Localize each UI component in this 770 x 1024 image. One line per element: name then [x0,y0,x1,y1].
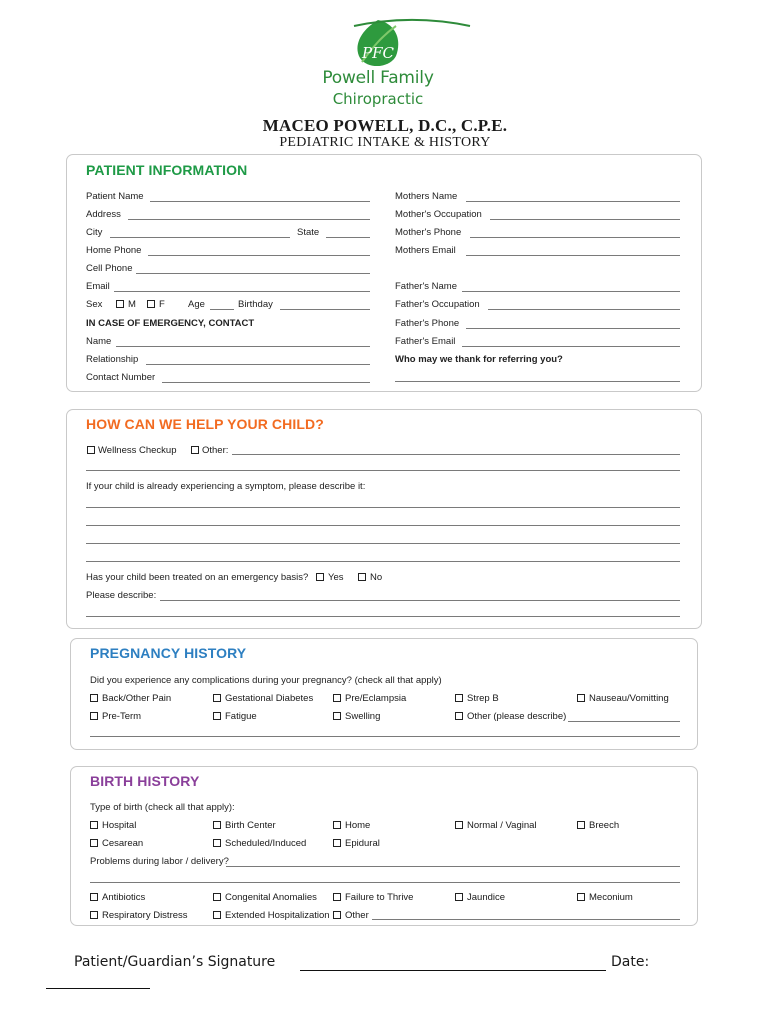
birth-type-checkbox[interactable] [455,821,463,829]
birth-problem-checkbox[interactable] [333,893,341,901]
birth-problem-label: Respiratory Distress [102,910,188,921]
help-child-section [66,409,702,629]
pregnancy-option-label: Other (please describe) [467,711,567,722]
birth-type-prompt: Type of birth (check all that apply): [90,802,235,813]
pregnancy-option-label: Strep B [467,693,499,704]
home-phone-field[interactable] [148,255,370,256]
wellness-label: Wellness Checkup [98,445,177,456]
birth-type-checkbox[interactable] [577,821,585,829]
birth-type-label: Birth Center [225,820,276,831]
logo-monogram: PFC [362,44,394,62]
pregnancy-other-field[interactable] [568,721,680,722]
birth-problem-checkbox[interactable] [213,893,221,901]
pregnancy-option-label: Pre-Term [102,711,142,722]
mothers-email-label: Mothers Email [395,245,456,256]
pregnancy-history-title: PREGNANCY HISTORY [90,645,247,661]
mothers-phone-field[interactable] [470,237,680,238]
birth-problem-label: Failure to Thrive [345,892,414,903]
other-field[interactable] [232,454,680,455]
doctor-name-title: MACEO POWELL, D.C., C.P.E. [262,116,508,135]
pregnancy-option-checkbox[interactable] [90,712,98,720]
pregnancy-option-label: Pre/Eclampsia [345,693,407,704]
relationship-field[interactable] [146,364,370,365]
birth-problem-label: Congenital Anomalies [225,892,317,903]
sex-m-checkbox[interactable] [116,300,124,308]
birth-other-field[interactable] [372,919,680,920]
signature-label: Patient/Guardian’s Signature [74,954,276,970]
birth-problem-label: Other [345,910,369,921]
labor-problems-prompt: Problems during labor / delivery? [90,856,229,867]
mothers-occupation-field[interactable] [490,219,680,220]
birth-type-label: Normal / Vaginal [467,820,537,831]
sex-f-checkbox[interactable] [147,300,155,308]
pregnancy-option-label: Fatigue [225,711,257,722]
labor-problems-field[interactable] [226,866,680,867]
birth-problem-label: Jaundice [467,892,506,903]
birth-problem-checkbox[interactable] [90,893,98,901]
email-field[interactable] [114,291,370,292]
pregnancy-question: Did you experience any complications during your pregnancy? (check all that apply) [90,675,442,686]
birth-problem-label: Meconium [589,892,633,903]
contact-number-field[interactable] [162,382,370,383]
age-label: Age [188,299,205,310]
birth-type-checkbox[interactable] [333,821,341,829]
pregnancy-option-checkbox[interactable] [90,694,98,702]
swoosh-icon [352,18,472,30]
birth-problem-checkbox[interactable] [577,893,585,901]
emergency-no-label: No [370,572,383,583]
emergency-yes-label: Yes [328,572,344,583]
pregnancy-option-label: Nauseau/Vomitting [589,693,669,704]
symptom-field-line-1[interactable] [86,507,680,508]
form-subtitle: PEDIATRIC INTAKE & HISTORY [279,135,491,150]
address-field[interactable] [128,219,370,220]
emergency-no-checkbox[interactable] [358,573,366,581]
fathers-phone-field[interactable] [466,328,680,329]
other-label: Other: [202,445,229,456]
pregnancy-describe-field[interactable] [90,736,680,737]
birth-type-label: Home [345,820,371,831]
state-field[interactable] [326,237,370,238]
symptom-field-line-3[interactable] [86,543,680,544]
symptom-prompt: If your child is already experiencing a symptom, please describe it: [86,481,366,492]
age-field[interactable] [210,309,234,310]
fathers-occupation-field[interactable] [488,309,680,310]
birth-type-checkbox[interactable] [213,821,221,829]
fathers-name-field[interactable] [462,291,680,292]
city-label: City [86,227,103,238]
wellness-checkbox[interactable] [87,446,95,454]
fathers-name-label: Father's Name [395,281,458,292]
birth-problem-label: Antibiotics [102,892,146,903]
patient-information-title: PATIENT INFORMATION [86,162,248,178]
pregnancy-option-checkbox[interactable] [577,694,585,702]
mothers-occupation-label: Mother's Occupation [395,209,482,220]
contact-number-label: Contact Number [86,372,156,383]
birth-problem-checkbox[interactable] [90,911,98,919]
other-field-line-2[interactable] [86,470,680,471]
home-phone-label: Home Phone [86,245,142,256]
date-label: Date: [611,954,650,970]
cell-phone-label: Cell Phone [86,263,133,274]
pregnancy-option-checkbox[interactable] [455,694,463,702]
birth-type-checkbox[interactable] [90,839,98,847]
birth-type-label: Hospital [102,820,137,831]
sex-m-label: M [128,299,136,310]
email-label: Email [86,281,110,292]
fathers-phone-label: Father's Phone [395,318,460,329]
birth-type-label: Scheduled/Induced [225,838,307,849]
birth-type-checkbox[interactable] [213,839,221,847]
birth-type-label: Epidural [345,838,380,849]
birth-problem-checkbox[interactable] [213,911,221,919]
other-checkbox[interactable] [191,446,199,454]
pregnancy-option-checkbox[interactable] [333,694,341,702]
pregnancy-option-checkbox[interactable] [333,712,341,720]
emergency-name-field[interactable] [116,346,370,347]
symptom-field-line-4[interactable] [86,561,680,562]
pregnancy-option-label: Back/Other Pain [102,693,172,704]
signature-field[interactable] [300,970,606,971]
patient-name-field[interactable] [150,201,370,202]
sex-label: Sex [86,299,103,310]
patient-name-label: Patient Name [86,191,144,202]
help-child-title: HOW CAN WE HELP YOUR CHILD? [86,416,324,432]
mothers-name-field[interactable] [466,201,680,202]
relationship-label: Relationship [86,354,139,365]
fathers-email-label: Father's Email [395,336,456,347]
logo-practice-type: Chiropractic [332,90,424,108]
birth-history-title: BIRTH HISTORY [90,773,200,789]
pregnancy-option-checkbox[interactable] [213,712,221,720]
sex-f-label: F [159,299,165,310]
birth-type-checkbox[interactable] [90,821,98,829]
fathers-occupation-label: Father's Occupation [395,299,480,310]
city-field[interactable] [110,237,290,238]
pregnancy-option-label: Swelling [345,711,381,722]
state-label: State [297,227,320,238]
address-label: Address [86,209,121,220]
birthday-label: Birthday [238,299,273,310]
birth-type-checkbox[interactable] [333,839,341,847]
pregnancy-option-label: Gestational Diabetes [225,693,314,704]
birth-problem-checkbox[interactable] [455,893,463,901]
birth-problem-label: Extended Hospitalization [225,910,330,921]
cell-phone-field[interactable] [136,273,370,274]
referral-question: Who may we thank for referring you? [395,354,563,365]
symptom-field-line-2[interactable] [86,525,680,526]
birth-type-label: Cesarean [102,838,144,849]
please-describe-field-line-2[interactable] [86,616,680,617]
emergency-treatment-question: Has your child been treated on an emergency basis? [86,572,309,583]
mothers-phone-label: Mother's Phone [395,227,462,238]
birthday-field[interactable] [280,309,370,310]
emergency-name-label: Name [86,336,112,347]
referral-field[interactable] [395,381,680,382]
birth-problem-checkbox[interactable] [333,911,341,919]
practice-logo [318,18,438,114]
please-describe-label: Please describe: [86,590,157,601]
mothers-email-field[interactable] [466,255,680,256]
birth-type-label: Breech [589,820,620,831]
pregnancy-option-checkbox[interactable] [455,712,463,720]
mothers-name-label: Mothers Name [395,191,458,202]
fathers-email-field[interactable] [462,346,680,347]
date-field[interactable] [46,988,150,989]
labor-problems-field-line-2[interactable] [90,882,680,883]
please-describe-field[interactable] [160,600,680,601]
emergency-yes-checkbox[interactable] [316,573,324,581]
pregnancy-option-checkbox[interactable] [213,694,221,702]
emergency-contact-heading: IN CASE OF EMERGENCY, CONTACT [86,318,255,329]
logo-practice-name: Powell Family [322,68,434,88]
